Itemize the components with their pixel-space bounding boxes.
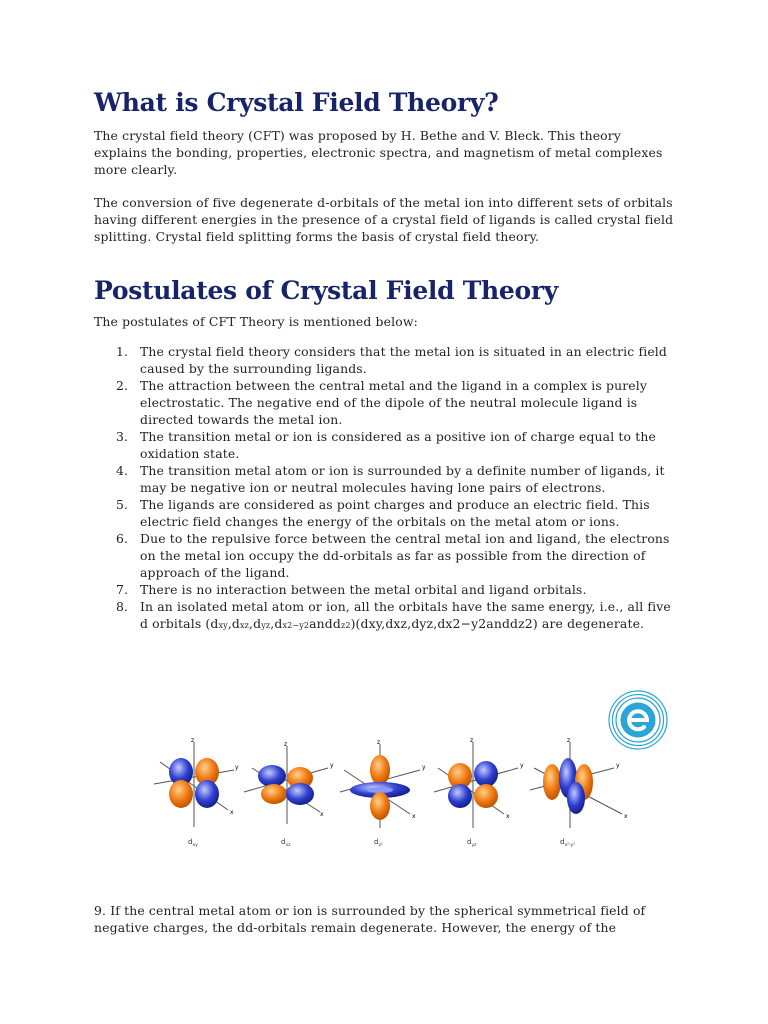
list-text: The transition metal or ion is considered as a positive ion of charge equal to the oxidation state. xyxy=(140,429,656,461)
section-heading-postulates: Postulates of Crystal Field Theory xyxy=(94,276,558,305)
list-item xyxy=(94,343,674,377)
dx2-y2-orbital xyxy=(530,737,628,828)
svg-text:z: z xyxy=(284,741,288,748)
list-number: 3. xyxy=(116,429,129,444)
svg-text:y: y xyxy=(422,764,426,771)
svg-text:x: x xyxy=(412,813,416,820)
list-item xyxy=(94,581,674,598)
svg-text:z: z xyxy=(470,737,474,744)
dz2-orbital xyxy=(340,739,426,828)
postulates-intro: The postulates of CFT Theory is mentioned below: xyxy=(94,314,418,329)
dxy-orbital xyxy=(154,737,239,827)
list-item xyxy=(94,428,674,462)
list-text: The crystal field theory considers that the metal ion is situated in an electric field caused by the surrounding ligands. xyxy=(140,344,667,376)
orbital-label-dz2: $d_{z^2}$ xyxy=(374,838,383,848)
svg-text:z: z xyxy=(567,737,571,744)
list-item xyxy=(94,462,674,496)
orbital-label-dxz: $d_{xz}$ xyxy=(281,838,291,848)
list-item xyxy=(94,496,674,530)
svg-text:z: z xyxy=(191,737,195,744)
list-number: 1. xyxy=(116,344,129,359)
list-item xyxy=(94,377,674,428)
orbital-label-dx2-y2: $d_{x^2-y^2}$ xyxy=(560,838,575,848)
svg-text:z: z xyxy=(377,739,381,746)
postulates-list xyxy=(94,343,674,634)
list-text: In an isolated metal atom or ion, all the orbitals have the same energy, i.e., all five d orbitals (dxy,dxz,dyz,dx2−y2anddz2)(dxy,dxz,dyz,dx2−y2anddz2) are degenerate. xyxy=(140,599,671,631)
orbital-label-dxy: $d_{xy}$ xyxy=(188,838,198,848)
list-text: The transition metal atom or ion is surrounded by a definite number of ligands, it may be negative ion or neutral molecules having lone pairs of electrons. xyxy=(140,463,665,495)
splitting-paragraph: The conversion of five degenerate d-orbitals of the metal ion into different sets of orbitals having different energies in the presence of a crystal field of ligands is called crystal field splitting. Crystal field splitting forms the basis of crystal field theory. xyxy=(94,195,674,244)
list-item xyxy=(94,530,674,581)
svg-text:x: x xyxy=(320,811,324,818)
list-text: The ligands are considered as point charges and produce an electric field. This electric field changes the energy of the orbitals on the metal atom or ions. xyxy=(140,497,650,529)
list-number: 7. xyxy=(116,582,129,597)
list-number: 5. xyxy=(116,497,129,512)
list-text: Due to the repulsive force between the central metal ion and ligand, the electrons on the metal ion occupy the dd-orbitals as far as possible from the direction of approach of the ligand. xyxy=(140,531,670,580)
svg-text:y: y xyxy=(520,762,524,769)
list-number: 2. xyxy=(116,378,129,393)
svg-text:y: y xyxy=(330,762,334,769)
point-9-paragraph: 9. If the central metal atom or ion is surrounded by the spherical symmetrical field of negative charges, the dd-orbitals remain degenerate. However, the energy of the xyxy=(94,903,646,935)
svg-text:x: x xyxy=(624,813,628,820)
d-orbitals-figure xyxy=(148,732,638,850)
list-text: There is no interaction between the metal orbital and ligand orbitals. xyxy=(140,582,587,597)
list-number: 6. xyxy=(116,531,129,546)
dxz-orbital xyxy=(244,741,334,824)
svg-text:y: y xyxy=(616,762,620,769)
list-number: 8. xyxy=(116,599,129,614)
svg-text:y: y xyxy=(235,764,239,771)
list-item xyxy=(94,598,674,634)
intro-paragraph: The crystal field theory (CFT) was proposed by H. Bethe and V. Bleck. This theory explains the bonding, properties, electronic spectra, and magnetism of metal complexes more clearly. xyxy=(94,128,663,177)
page-title: What is Crystal Field Theory? xyxy=(94,88,499,117)
list-number: 4. xyxy=(116,463,129,478)
dyz-orbital xyxy=(434,737,524,828)
orbital-label-dyz: $d_{yz}$ xyxy=(467,838,477,848)
list-text: The attraction between the central metal and the ligand in a complex is purely electrostatic. The negative end of the dipole of the neutral molecule ligand is directed towards the metal ion. xyxy=(140,378,648,427)
svg-text:x: x xyxy=(230,809,234,816)
svg-text:x: x xyxy=(506,813,510,820)
